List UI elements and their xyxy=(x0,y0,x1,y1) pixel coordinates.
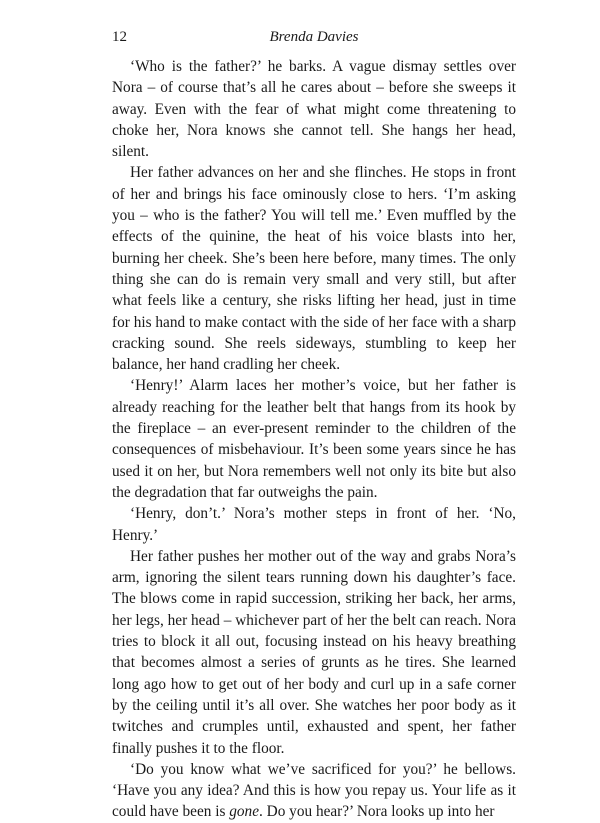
body-text xyxy=(112,56,516,823)
paragraph-text: . Do you hear?’ Nora looks up into her xyxy=(259,803,495,821)
running-head xyxy=(112,26,516,48)
emphasized-word: gone xyxy=(229,803,259,821)
paragraph: Her father advances on her and she flinches. He stops in front of her and brings his face ominously close to hers. ‘I’m asking you – who is the father? You will tell me.’ Even muffled by the effects of the quinine, the heat of his voice blasts into her, burning her cheek. She’s been here before, many times. The only thing she can do is remain very small and very still, but after what feels like a century, she risks lifting her head, just in time for his hand to make contact with the side of her face with a sharp cracking sound. She reels sideways, stumbling to keep her balance, her hand cradling her cheek. xyxy=(112,164,516,374)
running-title: Brenda Davies xyxy=(269,29,359,45)
paragraph xyxy=(112,759,516,823)
paragraph: ‘Who is the father?’ he barks. A vague dismay settles over Nora – of course that’s all he cares about – before she sweeps it away. Even with the fear of what might come threatening to choke her, Nora knows she cannot tell. She hangs her head, silent. xyxy=(112,58,516,161)
paragraph: ‘Henry!’ Alarm laces her mother’s voice, but her father is already reaching for the leather belt that hangs from its hook by the fireplace – an ever-present reminder to the children of the consequences of misbehaviour. It’s been some years since he has used it on her, but Nora remembers well not only its bite but also the degradation that far outweighs the pain. xyxy=(112,377,516,501)
paragraph: ‘Henry, don’t.’ Nora’s mother steps in front of her. ‘No, Henry.’ xyxy=(112,505,516,544)
paragraph: Her father pushes her mother out of the way and grabs Nora’s arm, ignoring the silent tears running down his daughter’s face. The blows come in rapid succession, striking her back, her arms, her legs, her head – whichever part of her the belt can reach. Nora tries to block it all out, focusing instead on his heavy breathing that becomes almost a series of grunts as he tires. She learned long ago how to get out of her body and curl up in a safe corner by the ceiling until it’s all over. She watches her poor body as it twitches and crumples until, exhausted and spent, her father finally pushes it to the floor. xyxy=(112,547,516,757)
page-number: 12 xyxy=(112,29,127,45)
paragraph-text: ‘Do you know what we’ve sacrificed for you?’ he bellows. ‘Have you any idea? And this is how you repay us. Your life as it could have been is xyxy=(112,760,516,821)
